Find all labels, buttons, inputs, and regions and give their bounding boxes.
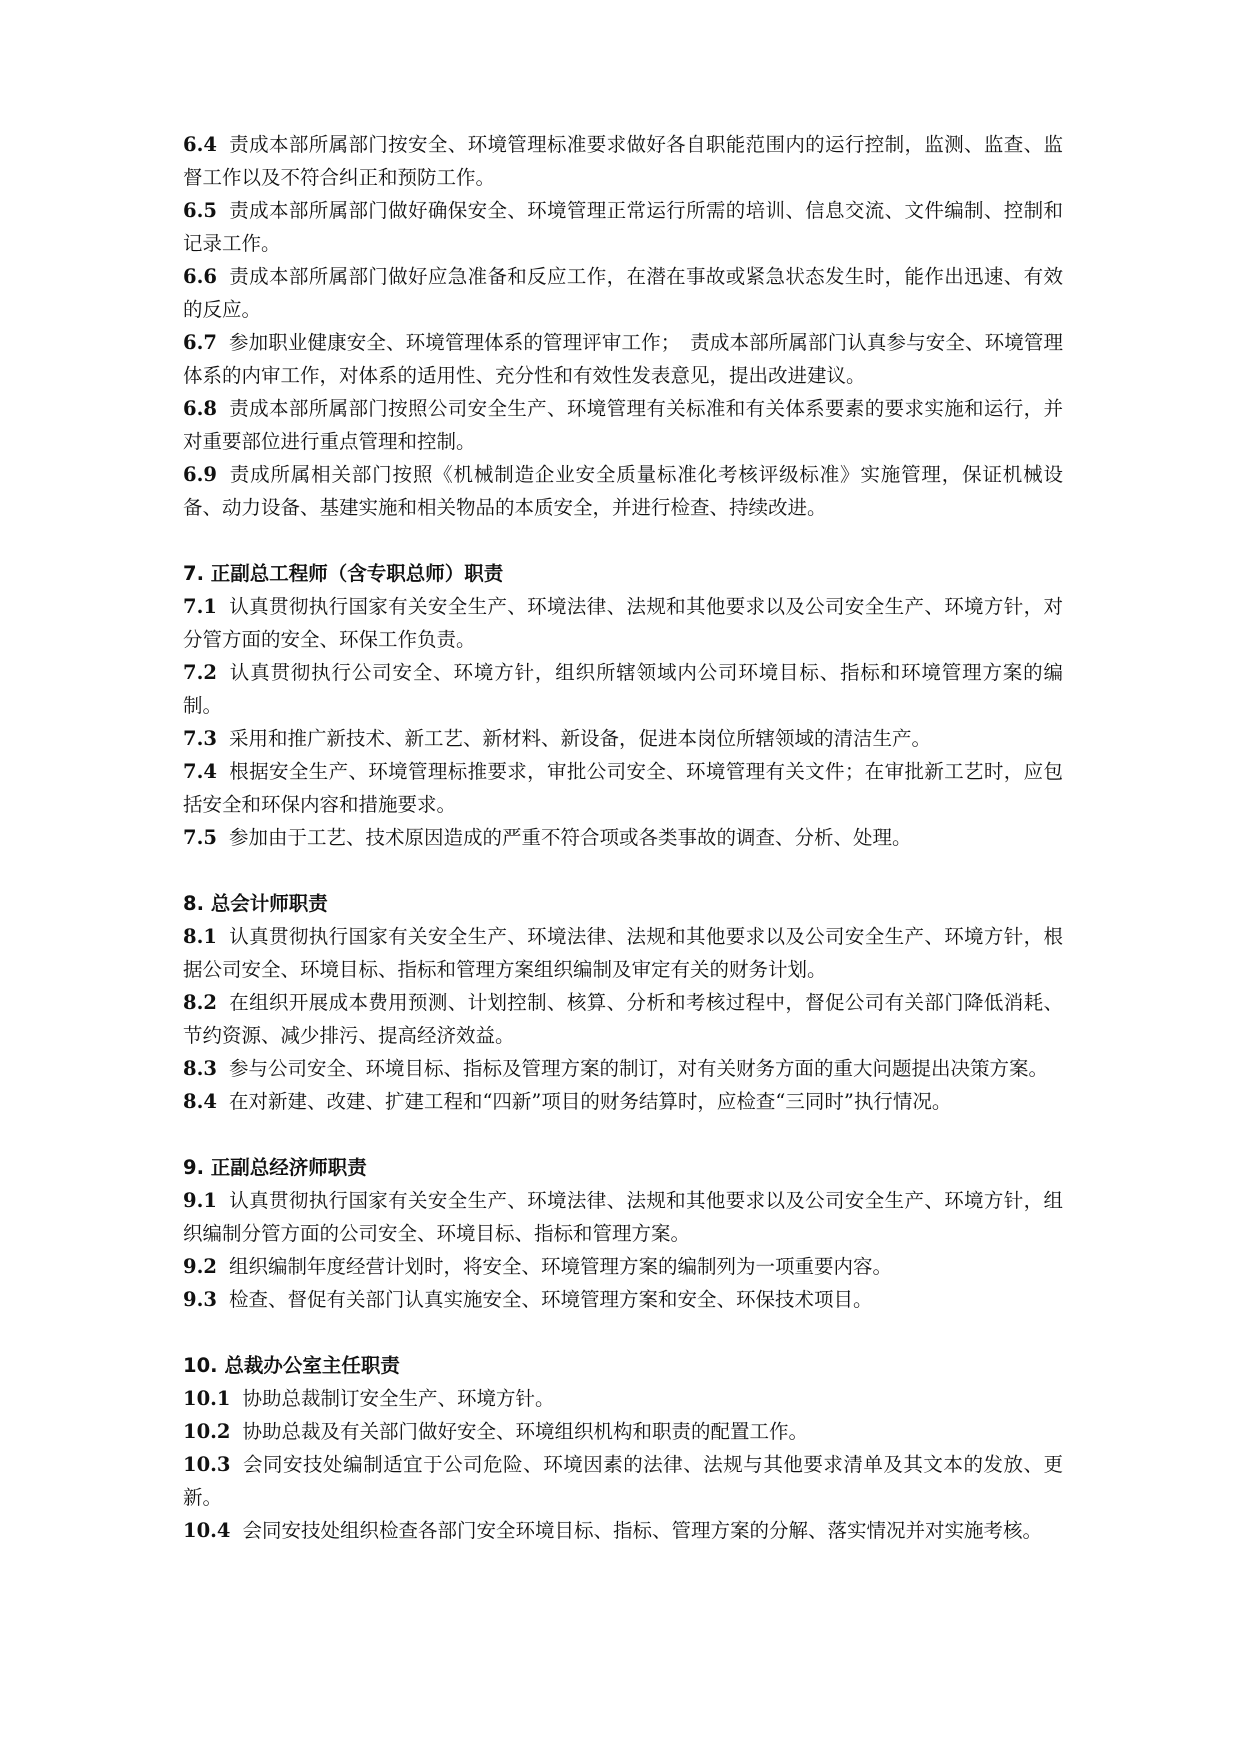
clause-item <box>183 656 1063 722</box>
clause-text: 会同安技处编制适宜于公司危险、环境因素的法律、法规与其他要求清单及其文本的发放、更新。 <box>183 1453 1063 1509</box>
clause-number: 8.1 <box>183 925 217 948</box>
clause-text: 参加由于工艺、技术原因造成的严重不符合项或各类事故的调查、分析、处理。 <box>228 826 912 849</box>
clause-text: 认真贯彻执行国家有关安全生产、环境法律、法规和其他要求以及公司安全生产、环境方针，对分管方面的安全、环保工作负责。 <box>183 595 1063 651</box>
clause-item <box>183 821 1063 854</box>
clause-text: 根据安全生产、环境管理标推要求，审批公司安全、环境管理有关文件；在审批新工艺时，应包括安全和环保内容和措施要求。 <box>183 760 1063 816</box>
clause-item <box>183 260 1063 326</box>
section-heading: 9. 正副总经济师职责 <box>183 1156 367 1179</box>
clause-number: 6.6 <box>183 265 217 288</box>
clause-text: 责成本部所属部门按照公司安全生产、环境管理有关标准和有关体系要素的要求实施和运行，并对重要部位进行重点管理和控制。 <box>183 397 1063 453</box>
clause-number: 6.4 <box>183 133 217 156</box>
clause-text: 会同安技处组织检查各部门安全环境目标、指标、管理方案的分解、落实情况并对实施考核。 <box>242 1519 1043 1542</box>
clause-item <box>183 458 1063 524</box>
clause-number: 6.9 <box>183 463 217 486</box>
clause-number: 10.3 <box>183 1453 231 1476</box>
document-page <box>183 128 1063 1547</box>
section-heading: 8. 总会计师职责 <box>183 892 328 915</box>
clause-item <box>183 128 1063 194</box>
clause-number: 6.5 <box>183 199 217 222</box>
section-gap <box>183 1316 1063 1349</box>
clause-text: 责成本部所属部门按安全、环境管理标准要求做好各自职能范围内的运行控制，监测、监查、监督工作以及不符合纠正和预防工作。 <box>183 133 1063 189</box>
clause-number: 10.4 <box>183 1519 231 1542</box>
clause-item <box>183 722 1063 755</box>
clause-item <box>183 194 1063 260</box>
clause-item <box>183 1382 1063 1415</box>
clause-text: 采用和推广新技术、新工艺、新材料、新设备，促进本岗位所辖领域的清洁生产。 <box>228 727 931 750</box>
clause-text: 在组织开展成本费用预测、计划控制、核算、分析和考核过程中，督促公司有关部门降低消耗、节约资源、减少排污、提高经济效益。 <box>183 991 1063 1047</box>
clause-item <box>183 986 1063 1052</box>
clause-text: 在对新建、改建、扩建工程和“四新”项目的财务结算时，应检查“三同时”执行情况。 <box>228 1090 952 1113</box>
clause-number: 10.2 <box>183 1420 231 1443</box>
clause-text: 参与公司安全、环境目标、指标及管理方案的制订，对有关财务方面的重大问题提出决策方案。 <box>228 1057 1048 1080</box>
clause-item <box>183 1514 1063 1547</box>
clause-item <box>183 326 1063 392</box>
clause-text: 协助总裁及有关部门做好安全、环境组织机构和职责的配置工作。 <box>242 1420 809 1443</box>
clause-number: 7.4 <box>183 760 217 783</box>
clause-text: 检查、督促有关部门认真实施安全、环境管理方案和安全、环保技术项目。 <box>228 1288 873 1311</box>
clause-item <box>183 1448 1063 1514</box>
clause-text: 协助总裁制订安全生产、环境方针。 <box>242 1387 555 1410</box>
clause-text: 认真贯彻执行国家有关安全生产、环境法律、法规和其他要求以及公司安全生产、环境方针，根据公司安全、环境目标、指标和管理方案组织编制及审定有关的财务计划。 <box>183 925 1063 981</box>
clause-item <box>183 1250 1063 1283</box>
clause-number: 7.3 <box>183 727 217 750</box>
section-heading: 7. 正副总工程师（含专职总师）职责 <box>183 562 504 585</box>
clause-item <box>183 590 1063 656</box>
clause-text: 参加职业健康安全、环境管理体系的管理评审工作； 责成本部所属部门认真参与安全、环境管理体系的内审工作，对体系的适用性、充分性和有效性发表意见，提出改进建议。 <box>183 331 1063 387</box>
clause-item <box>183 1415 1063 1448</box>
clause-text: 认真贯彻执行国家有关安全生产、环境法律、法规和其他要求以及公司安全生产、环境方针，组织编制分管方面的公司安全、环境目标、指标和管理方案。 <box>183 1189 1063 1245</box>
clause-number: 10.1 <box>183 1387 231 1410</box>
clause-number: 7.5 <box>183 826 217 849</box>
clause-item <box>183 1283 1063 1316</box>
clause-number: 9.1 <box>183 1189 217 1212</box>
clause-number: 9.2 <box>183 1255 217 1278</box>
clause-text: 责成本部所属部门做好应急准备和反应工作，在潜在事故或紧急状态发生时，能作出迅速、有效的反应。 <box>183 265 1063 321</box>
section-gap <box>183 854 1063 887</box>
clause-number: 7.2 <box>183 661 217 684</box>
section-heading: 10. 总裁办公室主任职责 <box>183 1354 400 1377</box>
clause-number: 8.2 <box>183 991 217 1014</box>
clause-item <box>183 755 1063 821</box>
clause-item <box>183 1085 1063 1118</box>
clause-number: 8.3 <box>183 1057 217 1080</box>
clause-number: 7.1 <box>183 595 217 618</box>
section-gap <box>183 524 1063 557</box>
clause-item <box>183 1184 1063 1250</box>
clause-number: 6.8 <box>183 397 217 420</box>
clause-number: 6.7 <box>183 331 217 354</box>
clause-number: 8.4 <box>183 1090 217 1113</box>
clause-item <box>183 1052 1063 1085</box>
clause-text: 认真贯彻执行公司安全、环境方针，组织所辖领域内公司环境目标、指标和环境管理方案的编制。 <box>183 661 1063 717</box>
clause-text: 责成本部所属部门做好确保安全、环境管理正常运行所需的培训、信息交流、文件编制、控制和记录工作。 <box>183 199 1063 255</box>
section-gap <box>183 1118 1063 1151</box>
clause-text: 责成所属相关部门按照《机械制造企业安全质量标准化考核评级标准》实施管理，保证机械设备、动力设备、基建实施和相关物品的本质安全，并进行检查、持续改进。 <box>183 463 1063 519</box>
clause-number: 9.3 <box>183 1288 217 1311</box>
clause-item <box>183 920 1063 986</box>
clause-item <box>183 392 1063 458</box>
clause-text: 组织编制年度经营计划时，将安全、环境管理方案的编制列为一项重要内容。 <box>228 1255 892 1278</box>
